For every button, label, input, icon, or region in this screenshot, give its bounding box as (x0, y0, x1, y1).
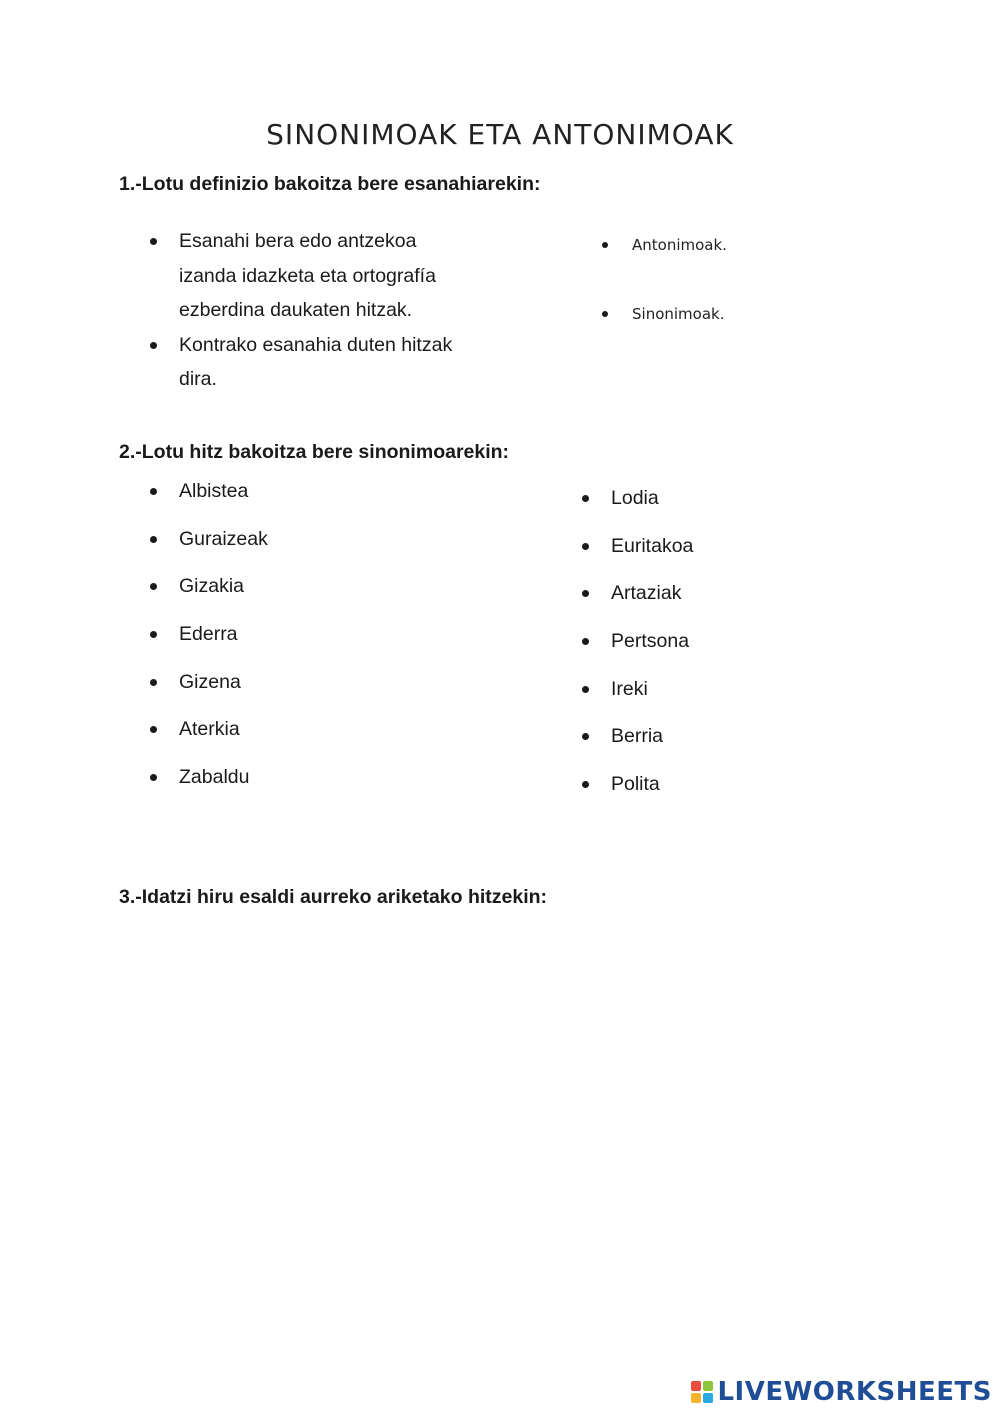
logo-tile (691, 1393, 701, 1403)
list-item[interactable] (582, 627, 842, 675)
list-item[interactable] (582, 484, 842, 532)
list-item[interactable] (150, 668, 410, 716)
list-item[interactable] (582, 579, 842, 627)
definition-text: Esanahi bera edo antzekoa izanda idazketa eta ortografía ezberdina daukaten hitzak. (179, 230, 436, 321)
bullet-icon (582, 543, 589, 550)
bullet-icon (582, 638, 589, 645)
bullet-icon (582, 733, 589, 740)
word-text: Zabaldu (179, 766, 250, 789)
page-title: SINONIMOAK ETA ANTONIMOAK (266, 118, 734, 151)
logo-text: LIVEWORKSHEETS (717, 1377, 992, 1407)
bullet-icon (582, 495, 589, 502)
bullet-icon (150, 631, 157, 638)
synonym-text: Artaziak (611, 582, 682, 605)
list-item[interactable] (582, 722, 842, 770)
word-text: Albistea (179, 480, 249, 502)
list-item[interactable] (150, 477, 410, 525)
list-item[interactable] (150, 715, 410, 763)
bullet-icon (150, 536, 157, 543)
logo-tile (703, 1393, 713, 1403)
list-item[interactable] (582, 532, 842, 580)
word-text: Aterkia (179, 718, 240, 741)
exercise-2-synonyms-list (582, 484, 842, 818)
bullet-icon (150, 726, 157, 733)
bullet-icon (150, 238, 157, 245)
list-item[interactable] (602, 303, 802, 372)
synonym-text: Ireki (611, 677, 648, 700)
synonym-text: Berria (611, 725, 664, 748)
list-item[interactable] (582, 770, 842, 818)
synonym-text: Lodia (611, 487, 659, 509)
bullet-icon (150, 342, 157, 349)
list-item[interactable] (150, 620, 410, 668)
word-text: Ederra (179, 623, 238, 646)
bullet-icon (150, 774, 157, 781)
term-text: Antonimoak. (632, 236, 727, 254)
exercise-1-terms-list (602, 234, 802, 372)
list-item[interactable] (150, 572, 410, 620)
bullet-icon (582, 686, 589, 693)
synonym-text: Pertsona (611, 630, 690, 653)
exercise-1-definitions-list (150, 224, 470, 397)
list-item[interactable] (602, 234, 802, 303)
bullet-icon (582, 590, 589, 597)
logo-tiles-icon (691, 1381, 713, 1403)
bullet-icon (150, 583, 157, 590)
term-text: Sinonimoak. (632, 305, 725, 323)
exercise-1-heading: 1.-Lotu definizio bakoitza bere esanahiarekin: (119, 173, 541, 195)
list-item[interactable] (150, 525, 410, 573)
word-text: Gizena (179, 670, 241, 693)
bullet-icon (602, 242, 608, 248)
bullet-icon (602, 311, 608, 317)
synonym-text: Polita (611, 773, 660, 796)
exercise-2-words-list (150, 477, 410, 811)
exercise-2-heading: 2.-Lotu hitz bakoitza bere sinonimoarekin: (119, 441, 510, 463)
word-text: Gizakia (179, 575, 245, 598)
logo-tile (691, 1381, 701, 1391)
definition-text: Kontrako esanahia duten hitzak dira. (179, 333, 453, 390)
list-item[interactable] (582, 675, 842, 723)
synonym-text: Euritakoa (611, 534, 694, 557)
list-item[interactable] (150, 224, 470, 328)
word-text: Guraizeak (179, 527, 268, 550)
bullet-icon (150, 679, 157, 686)
exercise-3-heading: 3.-Idatzi hiru esaldi aurreko ariketako hitzekin: (119, 886, 548, 908)
liveworksheets-logo (691, 1377, 992, 1407)
list-item[interactable] (150, 763, 410, 811)
logo-tile (703, 1381, 713, 1391)
list-item[interactable] (150, 328, 470, 397)
bullet-icon (582, 781, 589, 788)
bullet-icon (150, 488, 157, 495)
